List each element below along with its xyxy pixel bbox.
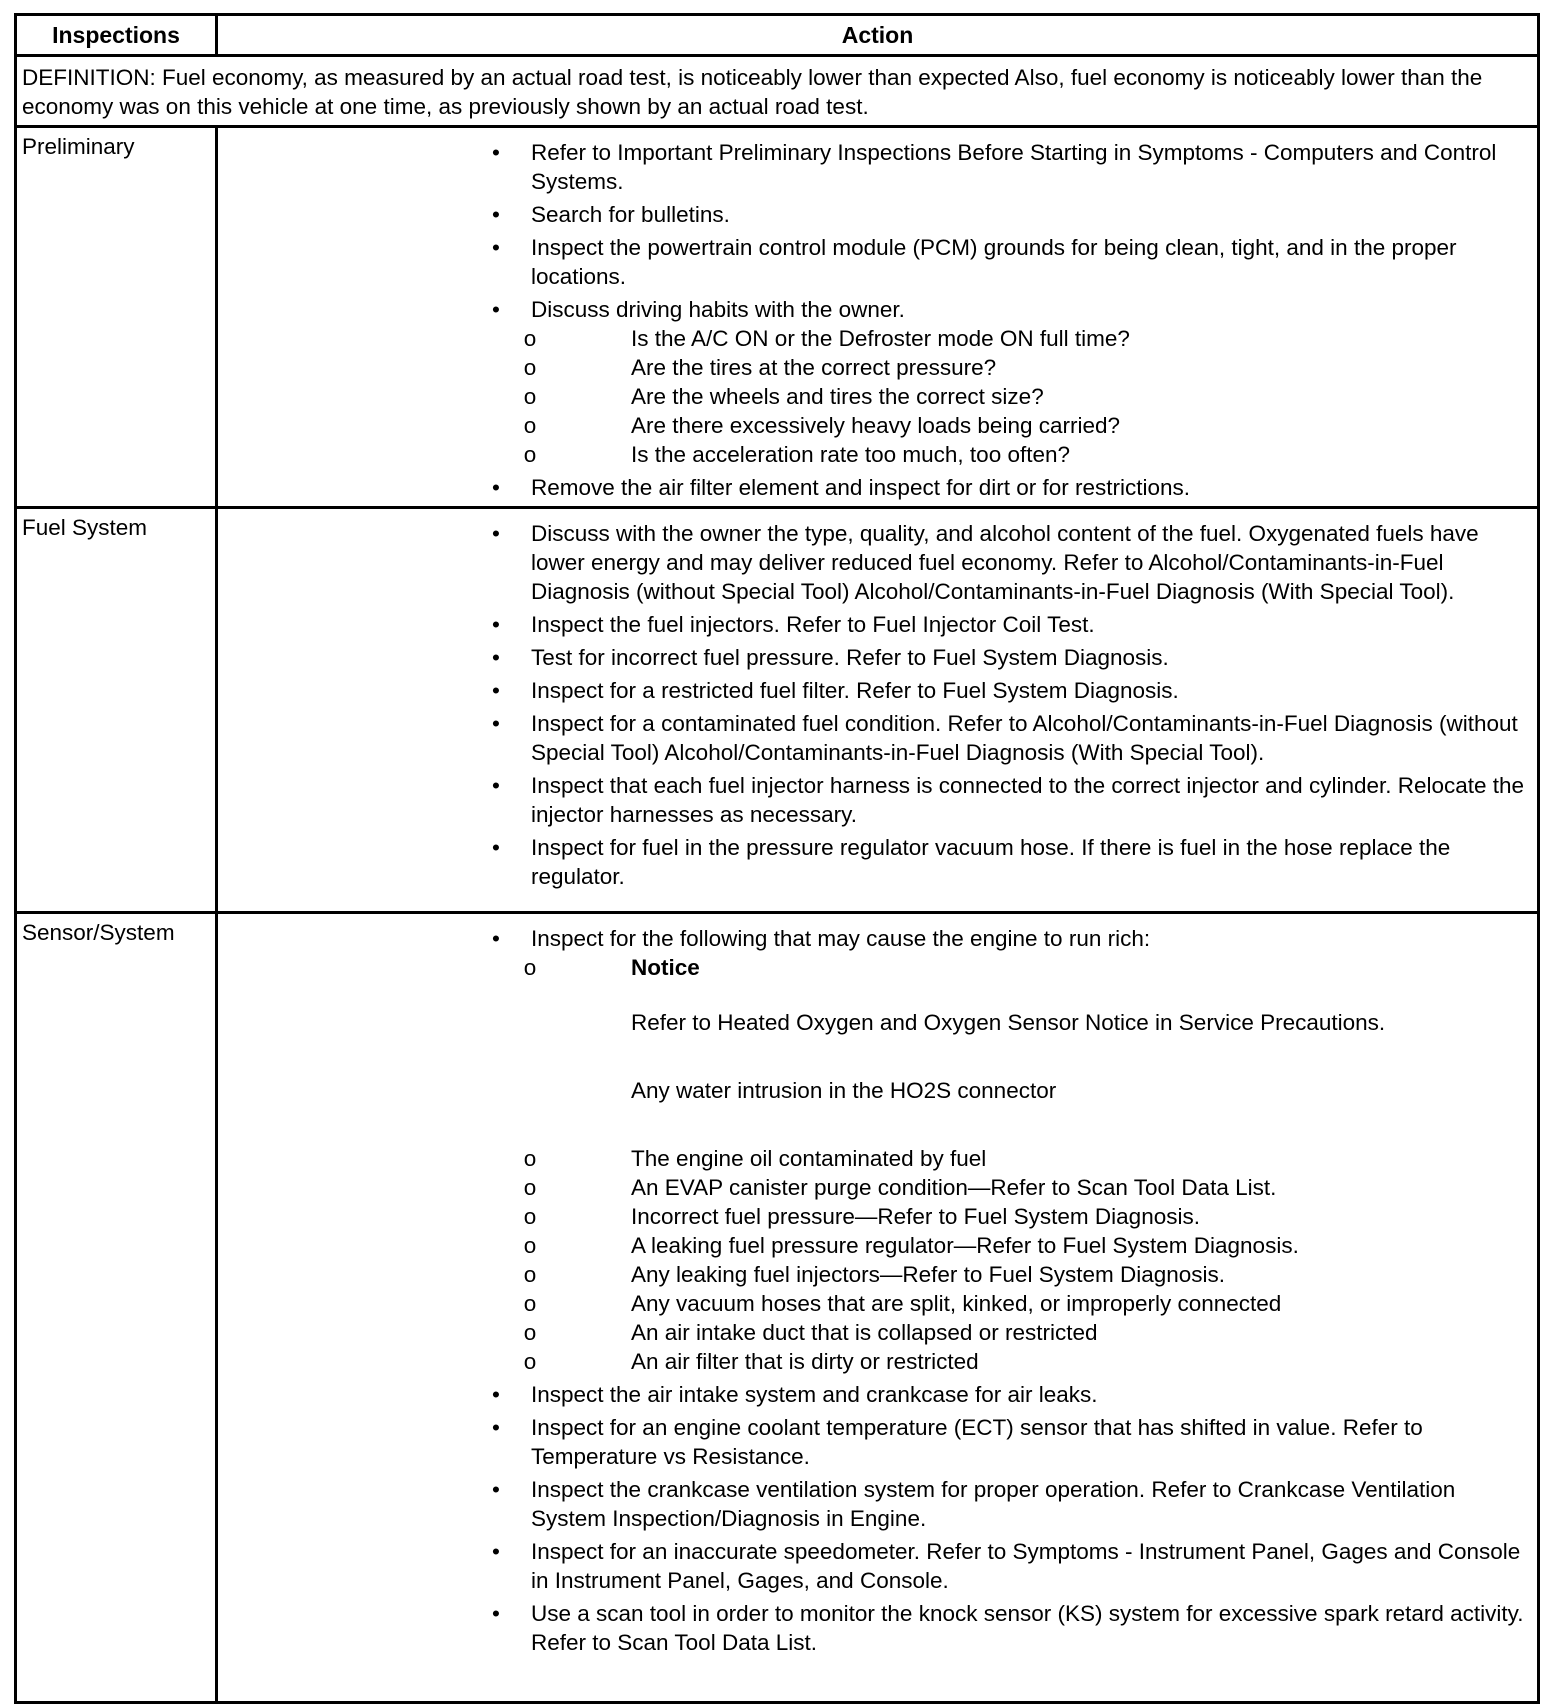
sub-bullet-icon: o [523,413,537,438]
list-item: • Discuss with the owner the type, quality, and alcohol content of the fuel. Oxygenated fuels have lower energy and may deliver reduced fuel economy. Refer to Alcohol/Contaminants-in-Fuel Diagnosis (without Special Tool) Alcohol/Contaminants-in-Fuel Diagnosis (With Special Tool). [218,519,1531,606]
action-cell-fuel-system [217,508,1539,913]
notice-title: Notice [631,955,700,980]
sub-bullet-icon: o [523,1175,537,1200]
action-cell-preliminary [217,127,1539,508]
sub-list-item: o The engine oil contaminated by fuel [531,1144,1531,1173]
notice-item: Any water intrusion in the HO2S connector [631,1078,1057,1103]
sub-bullet-icon: o [523,1349,537,1374]
sub-list-item: o Any vacuum hoses that are split, kinked, or improperly connected [531,1289,1531,1318]
table-row-sensor-system [16,913,1539,1703]
list-item: • Refer to Important Preliminary Inspections Before Starting in Symptoms - Computers and Control Systems. [218,138,1531,196]
bullet-icon: • [492,297,500,322]
header-inspections: Inspections [16,15,217,56]
sub-list-item: o Is the A/C ON or the Defroster mode ON full time? [531,324,1531,353]
sub-list-item: o A leaking fuel pressure regulator—Refer to Fuel System Diagnosis. [531,1231,1531,1260]
bullet-icon: • [492,202,500,227]
list-item: • Test for incorrect fuel pressure. Refer to Fuel System Diagnosis. [218,643,1531,672]
sub-bullet-icon: o [523,1320,537,1345]
notice-text: Refer to Heated Oxygen and Oxygen Sensor Notice in Service Precautions. [631,1010,1386,1035]
row-label-sensor-system: Sensor/System [16,913,217,1703]
bullet-icon: • [492,711,500,736]
bullet-icon: • [492,678,500,703]
row-label-preliminary: Preliminary [16,127,217,508]
row-label-fuel-system: Fuel System [16,508,217,913]
bullet-icon: • [492,140,500,165]
sub-list-item: o An EVAP canister purge condition—Refer to Scan Tool Data List. [531,1173,1531,1202]
sub-bullet-icon: o [523,384,537,409]
list-item: • Inspect for the following that may cause the engine to run rich: o Notice Refer to Heated Oxygen and Oxygen Sensor Notice in Service Precautions. Any water intrusion in the HO2S connector o The engine oil contaminated by fuel o An EVAP canister purge condition—Refer to Scan Tool Data List. o Incorrect fuel pressure—Refer to Fuel System Diagnosis. o A leaking fuel pressure regulator—Refer to Fuel System Diagnosis. o Any leaking fuel injectors—Refer to Fuel System Diagnosis. o Any vacuum hoses that are split, kinked, or improperly connected o An air intake duct that is collapsed or restricted o An air filter that is dirty or restricted [218,924,1531,1376]
list-item: • Remove the air filter element and inspect for dirt or for restrictions. [218,473,1531,502]
list-item: • Discuss driving habits with the owner. o Is the A/C ON or the Defroster mode ON full time? o Are the tires at the correct pressure? o Are the wheels and tires the correct size? o Are there excessively heavy loads being carried? o Is the acceleration rate too much, too often? [218,295,1531,469]
list-item: • Inspect for fuel in the pressure regulator vacuum hose. If there is fuel in the hose replace the regulator. [218,833,1531,891]
list-item: • Inspect for an engine coolant temperature (ECT) sensor that has shifted in value. Refer to Temperature vs Resistance. [218,1413,1531,1471]
list-item: • Inspect for a contaminated fuel condition. Refer to Alcohol/Contaminants-in-Fuel Diagnosis (without Special Tool) Alcohol/Contaminants-in-Fuel Diagnosis (With Special Tool). [218,709,1531,767]
sub-bullet-icon: o [523,326,537,351]
definition-text: DEFINITION: Fuel economy, as measured by an actual road test, is noticeably lower than expected Also, fuel economy is noticeably lower than the economy was on this vehicle at one time, as previously shown by an actual road test. [16,56,1539,127]
sub-list-item: o An air intake duct that is collapsed or restricted [531,1318,1531,1347]
bullet-icon: • [492,521,500,546]
bullet-icon: • [492,1415,500,1440]
list-item: • Inspect the air intake system and crankcase for air leaks. [218,1380,1531,1409]
list-item: • Search for bulletins. [218,200,1531,229]
list-item: • Inspect the powertrain control module (PCM) grounds for being clean, tight, and in the proper locations. [218,233,1531,291]
sub-list-item-notice [523,953,1531,1105]
list-item: • Inspect the crankcase ventilation system for proper operation. Refer to Crankcase Ventilation System Inspection/Diagnosis in Engine. [218,1475,1531,1533]
action-cell-sensor-system [217,913,1539,1703]
sub-bullet-icon: o [523,1262,537,1287]
sub-list-item: o Any leaking fuel injectors—Refer to Fuel System Diagnosis. [531,1260,1531,1289]
list-item: • Inspect that each fuel injector harness is connected to the correct injector and cylinder. Relocate the injector harnesses as necessary. [218,771,1531,829]
sub-bullet-icon: o [523,442,537,467]
definition-row [16,56,1539,127]
sub-list-item: o Incorrect fuel pressure—Refer to Fuel System Diagnosis. [531,1202,1531,1231]
bullet-icon: • [492,1601,500,1626]
bullet-icon: • [492,645,500,670]
bullet-icon: • [492,773,500,798]
list-item: • Inspect for an inaccurate speedometer. Refer to Symptoms - Instrument Panel, Gages and Console in Instrument Panel, Gages, and Console. [218,1537,1531,1595]
bullet-icon: • [492,235,500,260]
bullet-icon: • [492,1539,500,1564]
list-item: • Use a scan tool in order to monitor the knock sensor (KS) system for excessive spark retard activity. Refer to Scan Tool Data List. [218,1599,1531,1657]
sub-list-item: o Are there excessively heavy loads being carried? [531,411,1531,440]
bullet-icon: • [492,1477,500,1502]
sub-bullet-icon: o [523,1146,537,1171]
sub-list-item: o Are the tires at the correct pressure? [531,353,1531,382]
sub-bullet-icon: o [523,355,537,380]
table-row-fuel-system [16,508,1539,913]
sub-bullet-icon: o [523,955,537,980]
sub-bullet-icon: o [523,1291,537,1316]
bullet-icon: • [492,835,500,860]
list-item: • Inspect for a restricted fuel filter. Refer to Fuel System Diagnosis. [218,676,1531,705]
sub-list-item: o Are the wheels and tires the correct size? [531,382,1531,411]
bullet-icon: • [492,612,500,637]
header-row [16,15,1539,56]
diagnostic-table [14,13,1540,1704]
sub-list-item: o Is the acceleration rate too much, too often? [531,440,1531,469]
header-action: Action [217,15,1539,56]
table-row-preliminary [16,127,1539,508]
bullet-icon: • [492,475,500,500]
list-item: • Inspect the fuel injectors. Refer to Fuel Injector Coil Test. [218,610,1531,639]
sub-bullet-icon: o [523,1204,537,1229]
sub-list-item: o An air filter that is dirty or restricted [531,1347,1531,1376]
bullet-icon: • [492,926,500,951]
bullet-icon: • [492,1382,500,1407]
sub-bullet-icon: o [523,1233,537,1258]
